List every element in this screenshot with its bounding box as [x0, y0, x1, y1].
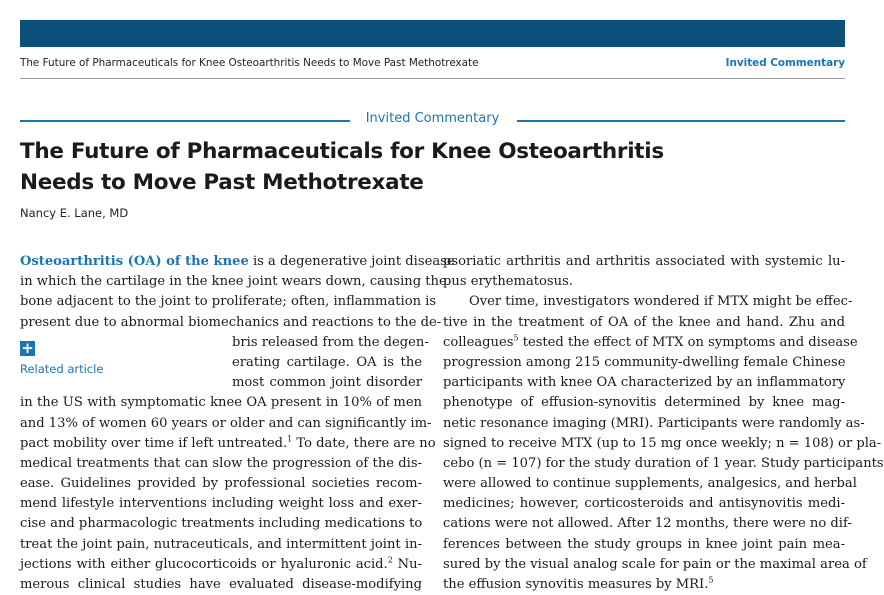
body-column-left [20, 252, 455, 595]
text-line: treat the joint pain, nutraceuticals, and intermittent joint in- [20, 536, 422, 552]
text-segment: jections with either glucocorticoids or hyaluronic acid. [20, 556, 388, 572]
running-header-section[interactable]: Invited Commentary [725, 57, 845, 69]
text-segment: To date, there are no [292, 435, 436, 451]
text-line: participants with knee OA characterized by an inflammatory [443, 375, 846, 391]
running-header [20, 57, 845, 71]
article-kicker-row [20, 111, 845, 129]
text-line [20, 252, 455, 272]
text-line: medicines; however, corticosteroids and antisynovitis medi- [443, 496, 845, 512]
text-line: and 13% of women 60 years or older and can significantly im- [20, 415, 432, 431]
text-segment: the effusion synovitis measures by MRI. [443, 577, 709, 592]
text-line: were allowed to continue supplements, analgesics, and herbal [443, 476, 857, 492]
text-line: in the US with symptomatic knee OA present in 10% of men [20, 395, 422, 411]
article-author: Nancy E. Lane, MD [20, 206, 129, 220]
article-title [20, 136, 780, 198]
text-line: cations were not allowed. After 12 months, there were no dif- [443, 516, 852, 532]
text-line: cebo (n = 107) for the study duration of 1 year. Study participants [443, 455, 884, 471]
text-line: netic resonance imaging (MRI). Participants were randomly as- [443, 415, 865, 431]
text-line [443, 575, 845, 595]
related-article-link[interactable]: Related article [20, 362, 104, 376]
text-segment: pact mobility over time if left untreated. [20, 435, 288, 451]
text-segment: colleagues [443, 334, 514, 350]
text-line: Over time, investigators wondered if MTX might be effec- [469, 294, 853, 310]
text-line: ferences between the study groups in knee joint pain mea- [443, 536, 845, 552]
text-segment: is a degenerative joint disease [248, 254, 455, 269]
text-line: ease. Guidelines provided by professional societies recom- [20, 476, 422, 492]
top-banner-bar [20, 20, 845, 47]
article-title-line-2: Needs to Move Past Methotrexate [20, 170, 424, 195]
text-line: bris released from the degen- [232, 334, 429, 350]
text-line: sured by the visual analog scale for pain or the maximal area of [443, 556, 867, 572]
text-line [20, 555, 422, 575]
reference-5-b[interactable]: 5 [708, 575, 714, 585]
header-divider [20, 78, 845, 79]
reference-5[interactable]: 5 [513, 333, 519, 343]
text-segment: Nu- [392, 556, 422, 572]
text-line [443, 333, 858, 353]
text-segment: tested the effect of MTX on symptoms and disease [518, 334, 858, 350]
article-kicker: Invited Commentary [365, 111, 500, 126]
lead-link[interactable]: Osteoarthritis (OA) of the knee [20, 254, 249, 269]
text-line: phenotype of effusion-synovitis determined by knee mag- [443, 395, 845, 411]
text-line: psoriatic arthritis and arthritis associated with systemic lu- [443, 254, 845, 269]
running-header-title: The Future of Pharmaceuticals for Knee Osteoarthritis Needs to Move Past Methotrexate [20, 57, 479, 69]
text-line: signed to receive MTX (up to 15 mg once weekly; n = 108) or pla- [443, 435, 882, 451]
reference-1[interactable]: 1 [287, 434, 293, 444]
text-line: bone adjacent to the joint to proliferate; often, inflammation is [20, 294, 437, 310]
text-line: medical treatments that can slow the progression of the dis- [20, 455, 422, 471]
text-line: present due to abnormal biomechanics and reactions to the de- [20, 314, 442, 330]
text-line [20, 434, 436, 454]
text-line: progression among 215 community-dwelling female Chinese [443, 354, 846, 370]
text-line: mend lifestyle interventions including weight loss and exer- [20, 496, 422, 512]
text-line: cise and pharmacologic treatments including medications to [20, 516, 423, 532]
text-line: in which the cartilage in the knee joint wears down, causing the [20, 274, 447, 290]
text-line: most common joint disorder [232, 375, 422, 391]
text-line: merous clinical studies have evaluated disease-modifying [20, 577, 422, 592]
reference-2[interactable]: 2 [387, 555, 393, 565]
text-line: pus erythematosus. [443, 274, 573, 290]
related-article-box[interactable] [20, 341, 220, 381]
text-line: tive in the treatment of OA of the knee and hand. Zhu and [443, 314, 845, 330]
body-column-right [443, 252, 884, 595]
text-line: erating cartilage. OA is the [232, 354, 422, 370]
plus-icon[interactable]: + [21, 339, 34, 357]
article-title-line-1: The Future of Pharmaceuticals for Knee Osteoarthritis [20, 139, 664, 164]
